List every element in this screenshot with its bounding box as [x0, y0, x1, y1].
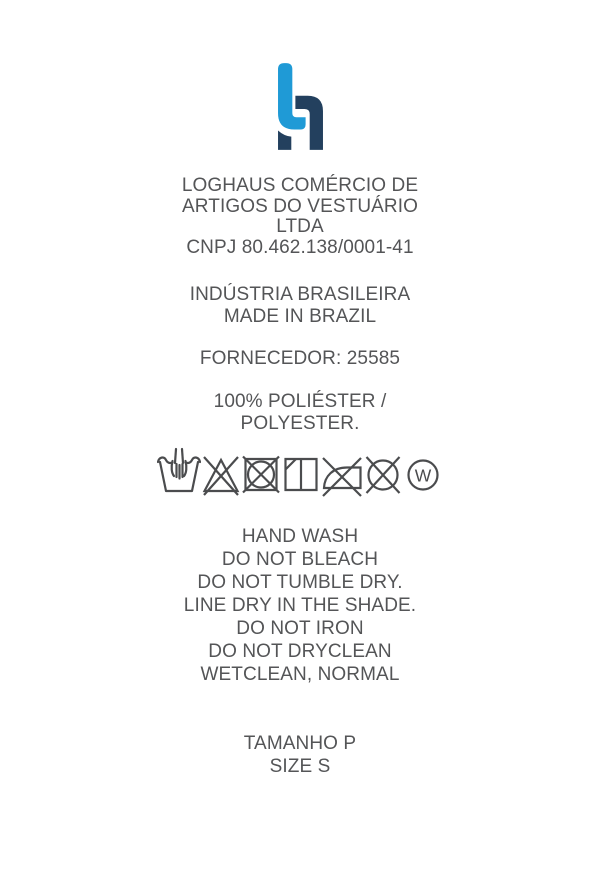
composition-block: [0, 391, 600, 435]
origin-block: [0, 284, 600, 328]
origin-line-pt: INDÚSTRIA BRASILEIRA: [189, 284, 411, 305]
care-line-hand-wash: HAND WASH: [241, 526, 359, 547]
wetclean-normal-icon: [403, 446, 443, 498]
care-line-wetclean-normal: WETCLEAN, NORMAL: [200, 664, 400, 685]
care-line-line-dry-shade: LINE DRY IN THE SHADE.: [183, 595, 417, 616]
company-cnpj: CNPJ 80.462.138/0001-41: [186, 236, 414, 258]
care-instructions-block: [0, 525, 600, 686]
do-not-iron-icon: [321, 446, 363, 498]
do-not-bleach-icon: [201, 446, 241, 498]
origin-line-en: MADE IN BRAZIL: [223, 306, 377, 327]
line-dry-in-shade-icon: [281, 446, 321, 498]
company-name-line-2: ARTIGOS DO VESTUÁRIO: [181, 195, 419, 217]
composition-line-en: POLYESTER.: [240, 413, 360, 434]
supplier-line: FORNECEDOR: 25585: [199, 348, 401, 369]
hand-wash-icon: [157, 446, 201, 498]
care-symbols-row: [0, 446, 600, 498]
size-block: [0, 732, 600, 778]
loghaus-logo: [277, 62, 324, 152]
do-not-dryclean-icon: [363, 446, 403, 498]
company-name-line-1: LOGHAUS COMÉRCIO DE: [181, 175, 419, 196]
care-line-do-not-tumble-dry: DO NOT TUMBLE DRY.: [197, 572, 403, 593]
size-line-pt: TAMANHO P: [243, 733, 357, 754]
size-line-en: SIZE S: [269, 756, 331, 777]
care-line-do-not-dryclean: DO NOT DRYCLEAN: [208, 641, 392, 662]
company-block: [0, 176, 600, 258]
wetclean-letter: W: [414, 465, 432, 486]
logo-dark-stub: [278, 131, 291, 150]
care-line-do-not-bleach: DO NOT BLEACH: [221, 549, 379, 570]
composition-line-pt: 100% POLIÉSTER /: [213, 391, 387, 412]
company-name-line-3: LTDA: [276, 216, 324, 237]
do-not-tumble-dry-icon: [241, 446, 281, 498]
garment-care-label: [0, 62, 600, 892]
care-line-do-not-iron: DO NOT IRON: [236, 618, 364, 639]
